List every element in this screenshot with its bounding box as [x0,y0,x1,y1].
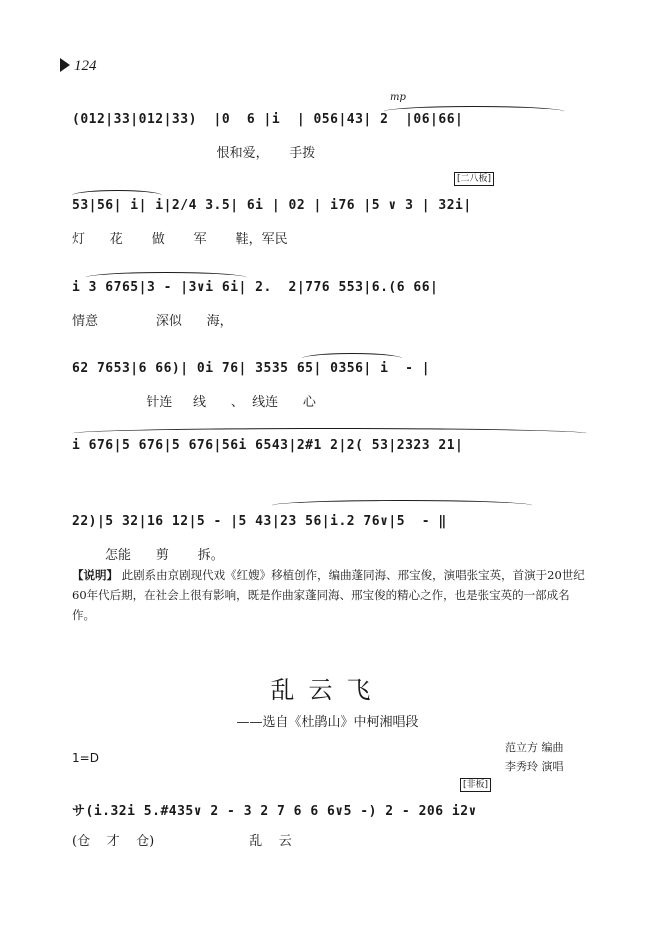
lyrics: 情意 深似 海， [72,314,233,329]
note-text: 此剧系由京剧现代戏《红嫂》移植创作，编曲蓬同海、邢宝俊，演唱张宝英，首演于20世纪60年代后期，在社会上很有影响，既是作曲家蓬同海、邢宝俊的精心之作，也是张宝英的一部成名作。 [72,568,585,622]
explanation-note [72,565,592,625]
score-line-4 [72,345,588,410]
tempo-label: [非板] [460,778,491,792]
notes: サ(i.32i 5.#435∨ 2 - 3 2 7 6 6 6∨5 -) 2 - 206 i2∨ [72,804,477,819]
tempo-label: [二八板] [454,172,494,186]
score-line-1 [72,92,588,161]
lyrics: 灯 花 做 军 鞋，军民 [72,232,288,247]
singer-credit: 李秀玲 演唱 [505,760,564,773]
lyrics: 怎能 剪 拆。 [72,548,224,563]
song-credits [505,738,564,776]
lyrics: 恨和爱， 手拨 [72,146,316,161]
score-line-5 [72,422,588,482]
notes: (012|33|012|33) |0 6 |i | 056|43| 2 |06|66| [72,112,464,127]
composer-credit: 范立方 编曲 [505,741,564,754]
lyrics: (仓 才 仓) 乱 云 [72,834,292,849]
song-subtitle: ——选自《杜鹃山》中柯湘唱段 [236,715,419,730]
score-line-6 [72,498,588,563]
dynamic-mark: mp [390,92,406,103]
key-signature: 1=D [72,751,99,765]
notes: 62 7653|6 66)| 0i 76| 3535 65| 0356| i - | [72,361,431,376]
score-line-3 [72,264,588,329]
lyrics: 针连 线 、 线连 心 [72,395,316,410]
notes: i 676|5 676|5 676|56i 6543|2#1 2|2( 53|2323 21| [72,438,464,453]
slur [272,500,532,511]
notes: 22)|5 32|16 12|5 - |5 43|23 56|i.2 76∨|5 - ‖ [72,514,447,529]
page-number: 124 [60,58,97,75]
page-marker-icon [60,58,70,72]
notes: 53|56| i| i|2/4 3.5| 6i | 02 | i76 |5 ∨ 3 | 32i| [72,198,472,213]
song-title: 乱云飞 [270,676,385,704]
score-line-2 [72,174,588,247]
note-label: 【说明】 [72,568,118,582]
notes: i 3 6765|3 - |3∨i 6i| 2. 2|776 553|6.(6 66| [72,280,439,295]
score-line-7 [72,780,588,849]
